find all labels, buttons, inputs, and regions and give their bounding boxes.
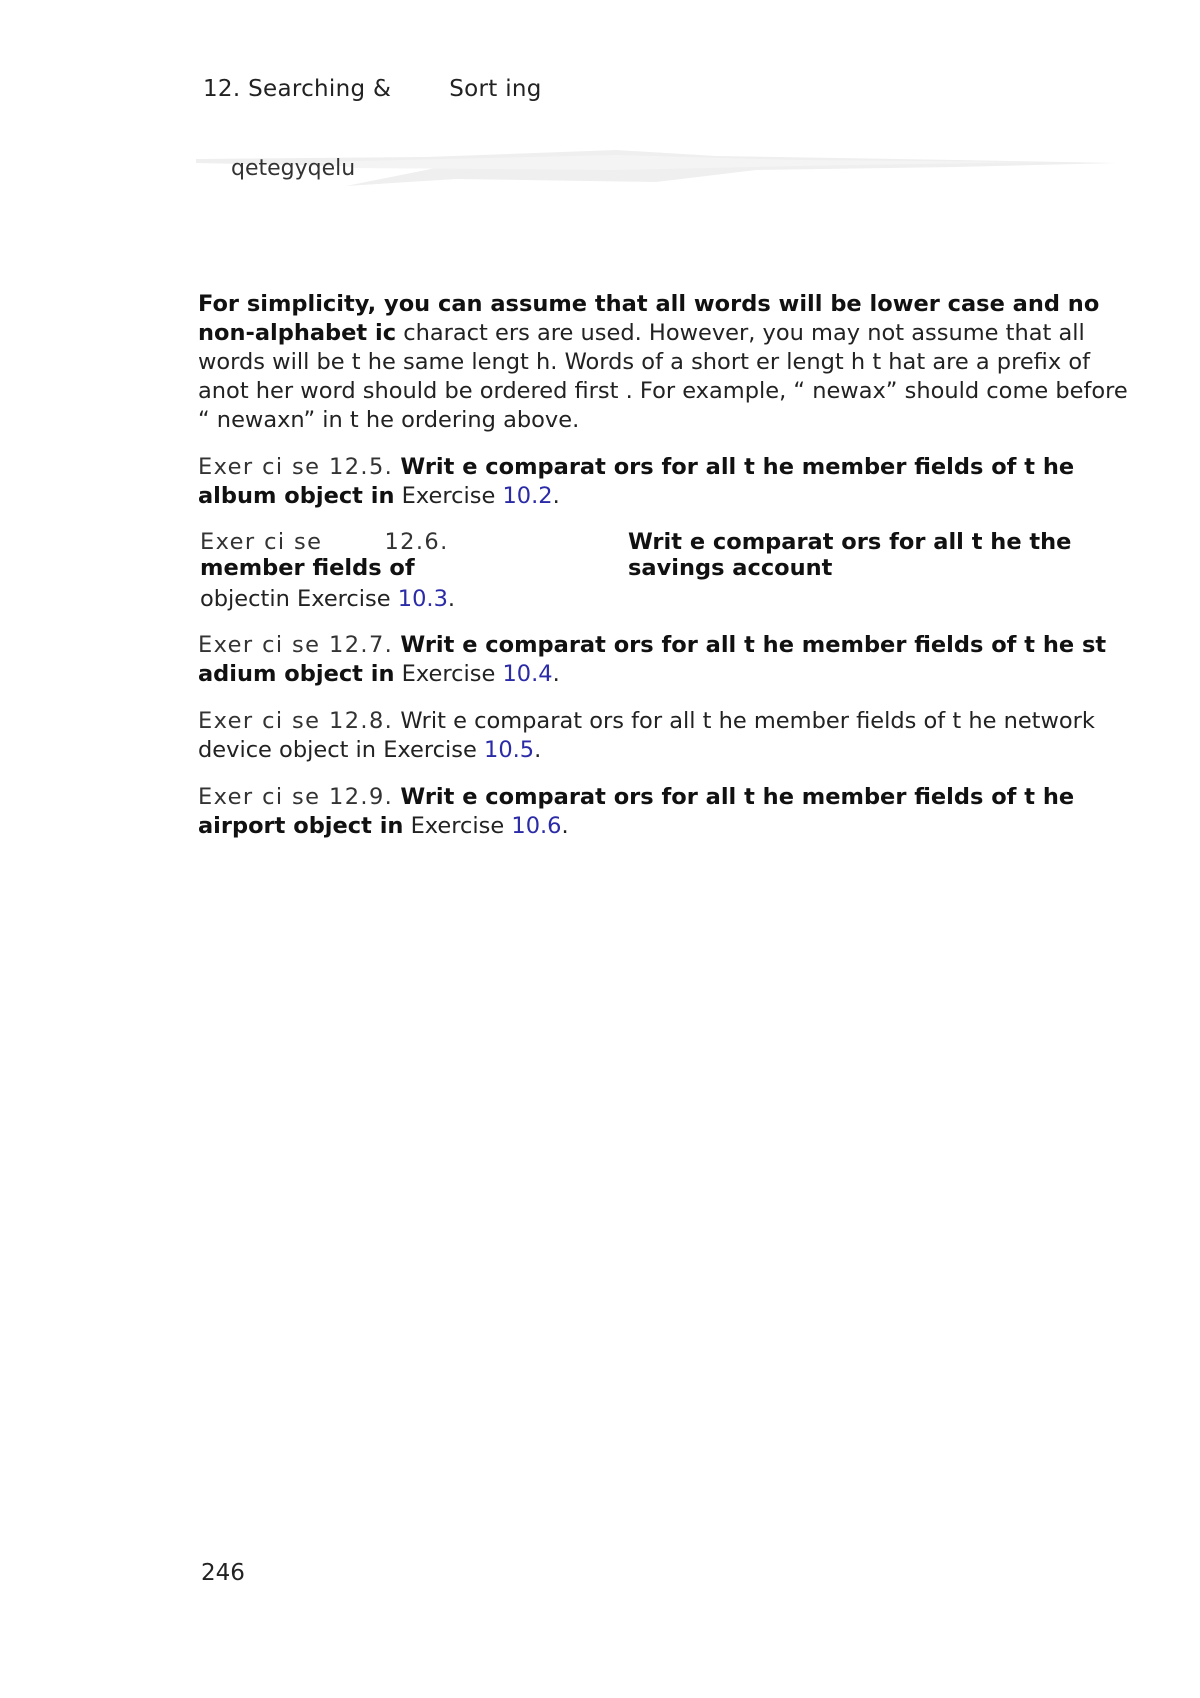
running-header	[203, 76, 542, 102]
exercise-label: Exer ci se 12.8.	[198, 708, 394, 734]
exercise-12-7	[198, 631, 1128, 689]
exercise-12-6-col1	[200, 529, 449, 581]
exercise-12-5	[198, 453, 1128, 511]
exercise-12-8	[198, 707, 1128, 765]
exercise-ref-link[interactable]: 10.6	[511, 813, 562, 839]
exercise-ref-suffix: .	[552, 483, 560, 509]
intro-bold-text: For simplicity, you can assume that all words will be lower case and no non-alphabet ic	[198, 291, 1100, 346]
exercise-label: Exer ci se 12.5.	[198, 454, 394, 480]
exercise-text: Writ e comparat ors for all t he member fields of t he network device object in Exercise	[198, 708, 1095, 763]
exercise-ref-suffix: .	[561, 813, 569, 839]
exercise-12-6	[198, 529, 1128, 615]
decorative-banner	[196, 146, 1116, 194]
banner-text: qetegyqelu	[231, 156, 356, 181]
exercise-ref-prefix: objectin Exercise	[200, 586, 391, 612]
exercise-bold-text: Writ e comparat ors for all t he member fields of t he album object in	[198, 454, 1075, 509]
exercise-12-9	[198, 783, 1128, 841]
intro-paragraph	[198, 290, 1128, 435]
exercise-ref-link[interactable]: 10.3	[397, 586, 448, 612]
exercise-ref-line	[200, 585, 455, 614]
exercise-ref-prefix: Exercise	[401, 483, 496, 509]
chapter-title-part1: 12. Searching &	[203, 76, 392, 102]
exercise-bold-text-col1: member fields of	[200, 555, 415, 581]
exercise-ref-link[interactable]: 10.2	[502, 483, 553, 509]
chapter-title-part2: Sort ing	[449, 76, 542, 102]
exercise-label: Exer ci se 12.7.	[198, 632, 394, 658]
main-content	[198, 290, 1128, 859]
exercise-ref-link[interactable]: 10.5	[484, 737, 535, 763]
exercise-ref-link[interactable]: 10.4	[502, 661, 553, 687]
exercise-label-row	[200, 529, 449, 555]
exercise-ref-prefix: Exercise	[401, 661, 496, 687]
exercise-ref-prefix: Exercise	[410, 813, 505, 839]
exercise-ref-suffix: .	[447, 586, 456, 612]
exercise-label: Exer ci se 12.9.	[198, 784, 394, 810]
page-number: 246	[201, 1560, 245, 1586]
exercise-ref-suffix: .	[552, 661, 560, 687]
exercise-number: 12.6.	[384, 529, 449, 555]
exercise-ref-suffix: .	[534, 737, 542, 763]
exercise-bold-text: Writ e comparat ors for all t he member fields of t he airport object in	[198, 784, 1075, 839]
exercise-bold-text-col2: Writ e comparat ors for all t he the savings account	[628, 529, 1072, 581]
exercise-bold-text: Writ e comparat ors for all t he member fields of t he st adium object in	[198, 632, 1107, 687]
intro-text: charact ers are used. However, you may not assume that all words will be t he same lengt h. Words of a short er lengt h t hat are a prefix of anot her word should be ordered first . For example, “ newax” should come before “ newaxn” in t he ordering above.	[198, 320, 1128, 433]
exercise-label: Exer ci se	[200, 529, 323, 555]
